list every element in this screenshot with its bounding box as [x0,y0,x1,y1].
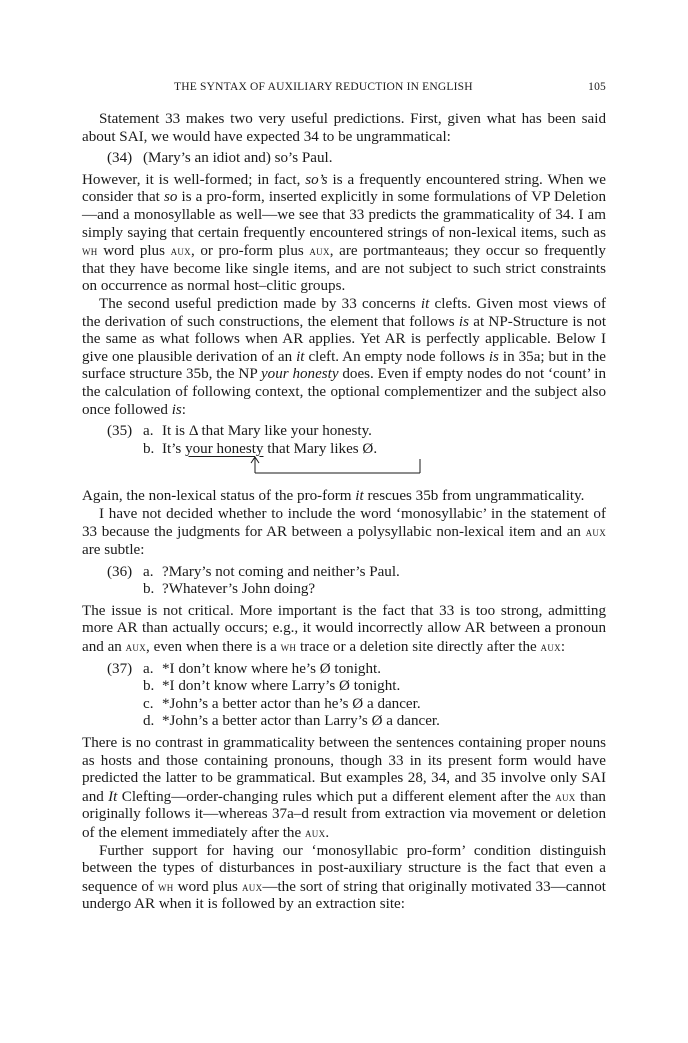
example-label: d. [143,713,155,730]
example-text: ?Mary’s not coming and neither’s Paul. [162,563,400,580]
example-text: *I don’t know where he’s Ø tonight. [162,660,381,677]
movement-arrow [143,458,606,476]
example-text: *I don’t know where Larry’s Ø tonight. [162,678,401,695]
example-36a [107,564,606,582]
example-35a [107,423,606,441]
example-label: b. [143,440,155,457]
example-text: (Mary’s an idiot and) so’s Paul. [143,150,333,167]
example-label: a. [143,660,154,677]
underlined-np: your honesty [185,440,264,457]
example-text: *John’s a better actor than Larry’s Ø a dancer. [162,713,440,730]
example-label: a. [143,563,154,580]
running-title: THE SYNTAX OF AUXILIARY REDUCTION IN ENGLISH [174,81,473,93]
example-label: b. [143,678,155,695]
paragraph-8: Further support for having our ‘monosyllabic pro-form’ condition distinguish between the types of disturbances in post-auxiliary structure is the fact that even a sequence of wh word plus aux—the sort of string that originally motivated 33—cannot undergo AR when it is followed by an extraction site: [82,842,606,913]
example-number: (34) [107,150,133,167]
example-37d [143,713,606,731]
movement-arrow-icon [143,455,443,477]
example-text: *John’s a better actor than he’s Ø a dancer. [162,695,421,712]
paragraph-7: There is no contrast in grammaticality between the sentences containing proper nouns as hosts and those containing pronouns, though 33 in its present form would have predicted the latter to be grammatical. But examples 28, 34, and 35 involve only SAI and It Clefting—order-changing rules which put a different element after the aux than originally follows it—whereas 37a–d result from extraction via movement or deletion of the element immediately after the aux. [82,735,606,841]
example-35b: b. It’s your honesty that Mary likes Ø. [143,440,378,457]
example-text: It is Δ that Mary like your honesty. [162,423,372,440]
example-label: b. [143,581,155,598]
example-37a [107,661,606,679]
paragraph-3: The second useful prediction made by 33 concerns it clefts. Given most views of the derivation of such constructions, the element that follows is at NP-Structure is not the same as what follows when AR applies. Yet AR is perfectly applicable. Below I give one plausible derivation of an it cleft. An empty node follows is in 35a; but in the surface structure 35b, the NP your honesty does. Even if empty nodes do not ‘count’ in the calculation of following context, the optional complementizer and the subject also once followed is: [82,295,607,418]
paragraph-4: Again, the non-lexical status of the pro-form it rescues 35b from ungrammaticality. [82,488,585,505]
example-label: a. [143,423,154,440]
example-number: (35) [107,423,133,440]
example-34 [107,150,606,168]
example-37c [143,696,606,714]
example-number: (36) [107,563,133,580]
example-number: (37) [107,660,133,677]
paragraph-6: The issue is not critical. More important is the fact that 33 is too strong, admitting more AR than actually occurs; e.g., it would incorrectly allow AR between a pronoun and an aux, even when there is a wh trace or a deletion site directly after the aux: [82,602,606,656]
example-text: ?Whatever’s John doing? [162,581,316,598]
paragraph-5: I have not decided whether to include the word ‘monosyllabic’ in the statement of 33 because the judgments for AR between a polysyllabic non-lexical item and an aux are subtle: [82,505,606,559]
paragraph-1: Statement 33 makes two very useful predictions. First, given what has been said about SAI, we would have expected 34 to be ungrammatical: [82,111,606,145]
example-label: c. [143,695,154,712]
page-number: 105 [588,81,606,93]
paragraph-2: However, it is well-formed; in fact, so’s is a frequently encountered string. When we consider that so is a pro-form, inserted explicitly in some formulations of VP Deletion—and a monosyllable as well—we see that 33 predicts the grammaticality of 34. I am simply saying that certain frequently encountered strings of non-lexical items, such as wh word plus aux, or pro-form plus aux, are portmanteaus; they occur so frequently that they have become like single items, and are not subject to such strict constraints on occurrence as normal host–clitic groups. [82,171,607,295]
example-36b [143,581,606,599]
example-37b [143,678,606,696]
running-header [82,81,606,97]
page-body [82,111,606,914]
